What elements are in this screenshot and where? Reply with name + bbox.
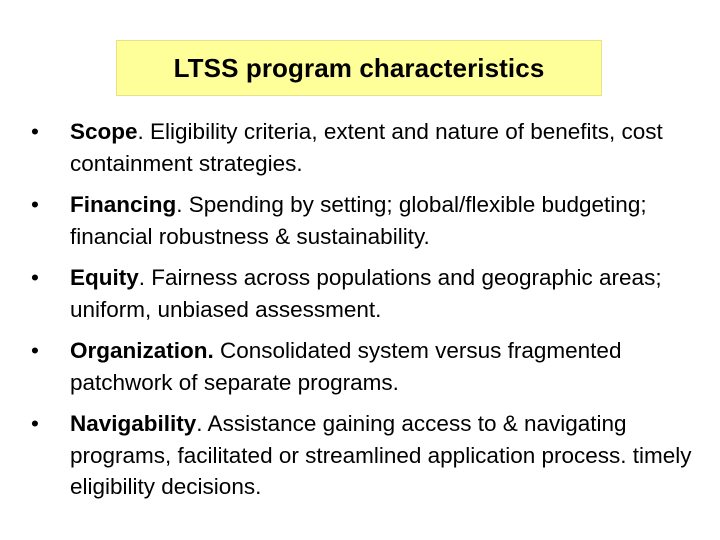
bullet-text: . Fairness across populations and geographic areas; uniform, unbiased assessment. [70, 265, 662, 322]
bullet-text: . Spending by setting; global/flexible budgeting; financial robustness & sustainability. [70, 192, 647, 249]
bullet-term: Organization. [70, 338, 214, 363]
bullet-dot-icon: • [31, 411, 39, 436]
bullet-term: Equity [70, 265, 139, 290]
bullet-text: . Assistance gaining access to & navigating programs, facilitated or streamlined application process. timely eligibility decisions. [70, 411, 692, 499]
slide-title: LTSS program characteristics [173, 52, 545, 83]
bullet-text: . Eligibility criteria, extent and nature of benefits, cost containment strategies. [70, 119, 663, 176]
bullet-scope [28, 116, 708, 179]
bullet-navigability [28, 408, 708, 503]
bullet-term: Scope [70, 119, 138, 144]
bullet-dot-icon: • [31, 119, 39, 144]
bullet-dot-icon: • [31, 265, 39, 290]
bullet-text: Consolidated system versus fragmented patchwork of separate programs. [70, 338, 622, 395]
title-box [116, 40, 602, 96]
bullet-term: Navigability [70, 411, 197, 436]
bullet-financing [28, 189, 708, 252]
bullet-dot-icon: • [31, 338, 39, 363]
bullet-term: Financing [70, 192, 177, 217]
bullet-organization [28, 335, 708, 398]
bullet-equity [28, 262, 708, 325]
bullet-list [28, 116, 708, 513]
bullet-dot-icon: • [31, 192, 39, 217]
